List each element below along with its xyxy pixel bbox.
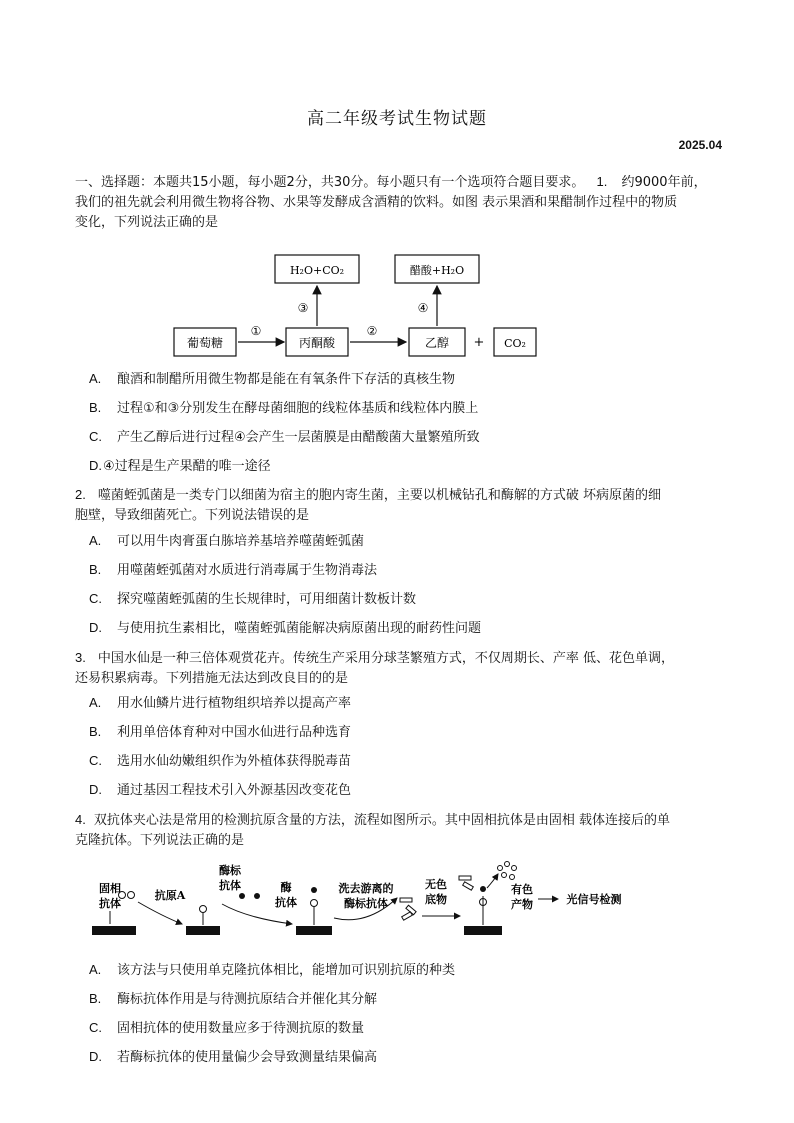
question-1-number: 1. bbox=[596, 174, 608, 189]
co2-label: CO₂ bbox=[504, 337, 526, 350]
stage2-antigen bbox=[200, 906, 207, 913]
wash-label-2: 酶标抗体 bbox=[344, 897, 388, 910]
question-4-option-b: B. 酶标抗体作用是与待测抗原结合并催化其分解 bbox=[89, 991, 378, 1007]
question-3-stem-line2: 还易积累病毒。下列措施无法达到改良目的的是 bbox=[75, 671, 349, 686]
step1-label: ① bbox=[250, 324, 262, 338]
wash-label-1: 洗去游离的 bbox=[338, 882, 394, 895]
colorless-label-2: 底物 bbox=[425, 893, 447, 906]
question-4-option-d: D. 若酶标抗体的使用量偏少会导致测量结果偏高 bbox=[89, 1049, 378, 1065]
elisa-diagram bbox=[82, 858, 642, 948]
water-co2-label: H₂O+CO₂ bbox=[289, 264, 345, 277]
exam-date: 2025.04 bbox=[678, 138, 722, 152]
question-3-number: 3. bbox=[75, 650, 86, 665]
question-2-option-d: D. 与使用抗生素相比，噬菌蛭弧菌能解决病原菌出现的耐药性问题 bbox=[89, 620, 482, 636]
antigen-icon-2 bbox=[128, 892, 135, 899]
plus-sign: + bbox=[473, 335, 485, 350]
question-1-stem-line1: 约9000年前， bbox=[621, 175, 707, 190]
acetic-label: 醋酸+H₂O bbox=[409, 264, 465, 277]
pyruvate-label: 丙酮酸 bbox=[298, 336, 336, 350]
arrow-product bbox=[487, 874, 498, 888]
ethanol-label: 乙醇 bbox=[424, 336, 450, 350]
stage4-enzyme bbox=[480, 886, 486, 892]
question-4-stem bbox=[75, 810, 720, 851]
product-dot-3 bbox=[512, 866, 517, 871]
question-1-stem-line2: 我们的祖先就会利用微生物将谷物、水果等发酵成含酒精的饮料。如图 表示果酒和果醋制作过程中的物质 bbox=[75, 195, 678, 210]
product-dot-5 bbox=[510, 875, 515, 880]
enzyme2-label-1: 酶 bbox=[280, 881, 292, 894]
step4-label: ④ bbox=[417, 301, 429, 315]
question-1-option-d: D.④过程是生产果醋的唯一途径 bbox=[89, 458, 271, 474]
question-2-stem bbox=[75, 485, 720, 526]
question-2-option-c: C. 探究噬菌蛭弧菌的生长规律时，可用细菌计数板计数 bbox=[89, 591, 417, 607]
product-substrate-2 bbox=[463, 882, 474, 890]
solid-carrier-4 bbox=[464, 926, 502, 935]
solid-carrier-1 bbox=[92, 926, 136, 935]
question-4-stem-line2: 克隆抗体。下列说法正确的是 bbox=[75, 833, 245, 848]
solid-antibody-label-1: 固相 bbox=[99, 882, 121, 895]
step2-label: ② bbox=[366, 324, 378, 338]
question-2-number: 2. bbox=[75, 487, 86, 502]
question-4-option-c: C. 固相抗体的使用数量应多于待测抗原的数量 bbox=[89, 1020, 365, 1036]
question-4-number: 4. bbox=[75, 812, 86, 827]
product-dot-1 bbox=[498, 866, 503, 871]
product-dot-2 bbox=[505, 862, 510, 867]
substrate-icon-1 bbox=[400, 898, 412, 902]
colored-label-1: 有色 bbox=[511, 883, 533, 896]
question-3-option-d: D. 通过基因工程技术引入外源基因改变花色 bbox=[89, 782, 352, 798]
enzyme-dot-1 bbox=[239, 893, 245, 899]
enzyme2-label-2: 抗体 bbox=[275, 896, 297, 909]
question-2-option-a: A. 可以用牛肉膏蛋白胨培养基培养噬菌蛭弧菌 bbox=[89, 533, 365, 549]
question-2-stem-line1: 噬菌蛭弧菌是一类专门以细菌为宿主的胞内寄生菌，主要以机械钻孔和酶解的方式破 坏病原菌的细 bbox=[97, 488, 661, 503]
colored-label-2: 产物 bbox=[511, 898, 533, 911]
question-1-stem bbox=[75, 172, 720, 233]
page-title: 高二年级考试生物试题 bbox=[307, 109, 487, 129]
enzyme-antibody-label-2: 抗体 bbox=[219, 879, 241, 892]
stage3-enzyme bbox=[311, 887, 317, 893]
glucose-label: 葡萄糖 bbox=[186, 336, 224, 350]
stage3-antigen bbox=[311, 900, 318, 907]
question-3-option-a: A. 用水仙鳞片进行植物组织培养以提高产率 bbox=[89, 695, 352, 711]
antigen-label: 抗原A bbox=[154, 889, 186, 902]
product-dot-4 bbox=[502, 873, 507, 878]
question-1-option-c: C. 产生乙醇后进行过程④会产生一层菌膜是由醋酸菌大量繁殖所致 bbox=[89, 429, 480, 445]
enzyme-dot-2 bbox=[254, 893, 260, 899]
antigen-icon-1 bbox=[119, 892, 126, 899]
question-3-stem-line1: 中国水仙是一种三倍体观赏花卉。传统生产采用分球茎繁殖方式，不仅周期长、产率 低、花色单调， bbox=[97, 651, 674, 666]
solid-carrier-3 bbox=[296, 926, 332, 935]
solid-antibody-label-2: 抗体 bbox=[99, 897, 121, 910]
substrate-icon-3 bbox=[402, 912, 413, 920]
question-2-stem-line2: 胞壁，导致细菌死亡。下列说法错误的是 bbox=[75, 508, 310, 523]
solid-carrier-2 bbox=[186, 926, 220, 935]
arrow-stage1 bbox=[138, 902, 182, 924]
product-substrate-1 bbox=[459, 876, 471, 880]
question-2-option-b: B. 用噬菌蛭弧菌对水质进行消毒属于生物消毒法 bbox=[89, 562, 378, 578]
question-4-option-a: A. 该方法与只使用单克隆抗体相比，能增加可识别抗原的种类 bbox=[89, 962, 456, 978]
question-4-stem-line1: 双抗体夹心法是常用的检测抗原含量的方法，流程如图所示。其中固相抗体是由固相 载体连接后的单 bbox=[93, 813, 670, 828]
section-intro: 一、选择题：本题共15小题，每小题2分，共30分。每小题只有一个选项符合题目要求。 bbox=[75, 175, 585, 190]
question-3-option-b: B. 利用单倍体育种对中国水仙进行品种选育 bbox=[89, 724, 352, 740]
colorless-label-1: 无色 bbox=[425, 878, 447, 891]
step3-label: ③ bbox=[297, 301, 309, 315]
question-1-stem-line3: 变化，下列说法正确的是 bbox=[75, 215, 219, 230]
fermentation-diagram bbox=[160, 248, 560, 364]
question-1-option-b: B. 过程①和③分别发生在酵母菌细胞的线粒体基质和线粒体内膜上 bbox=[89, 400, 479, 416]
question-3-option-c: C. 选用水仙幼嫩组织作为外植体获得脱毒苗 bbox=[89, 753, 352, 769]
detect-label: 光信号检测 bbox=[566, 893, 622, 906]
question-3-stem bbox=[75, 648, 720, 689]
enzyme-antibody-label-1: 酶标 bbox=[219, 864, 241, 877]
question-1-option-a: A. 酿酒和制醋所用微生物都是能在有氧条件下存活的真核生物 bbox=[89, 371, 456, 387]
